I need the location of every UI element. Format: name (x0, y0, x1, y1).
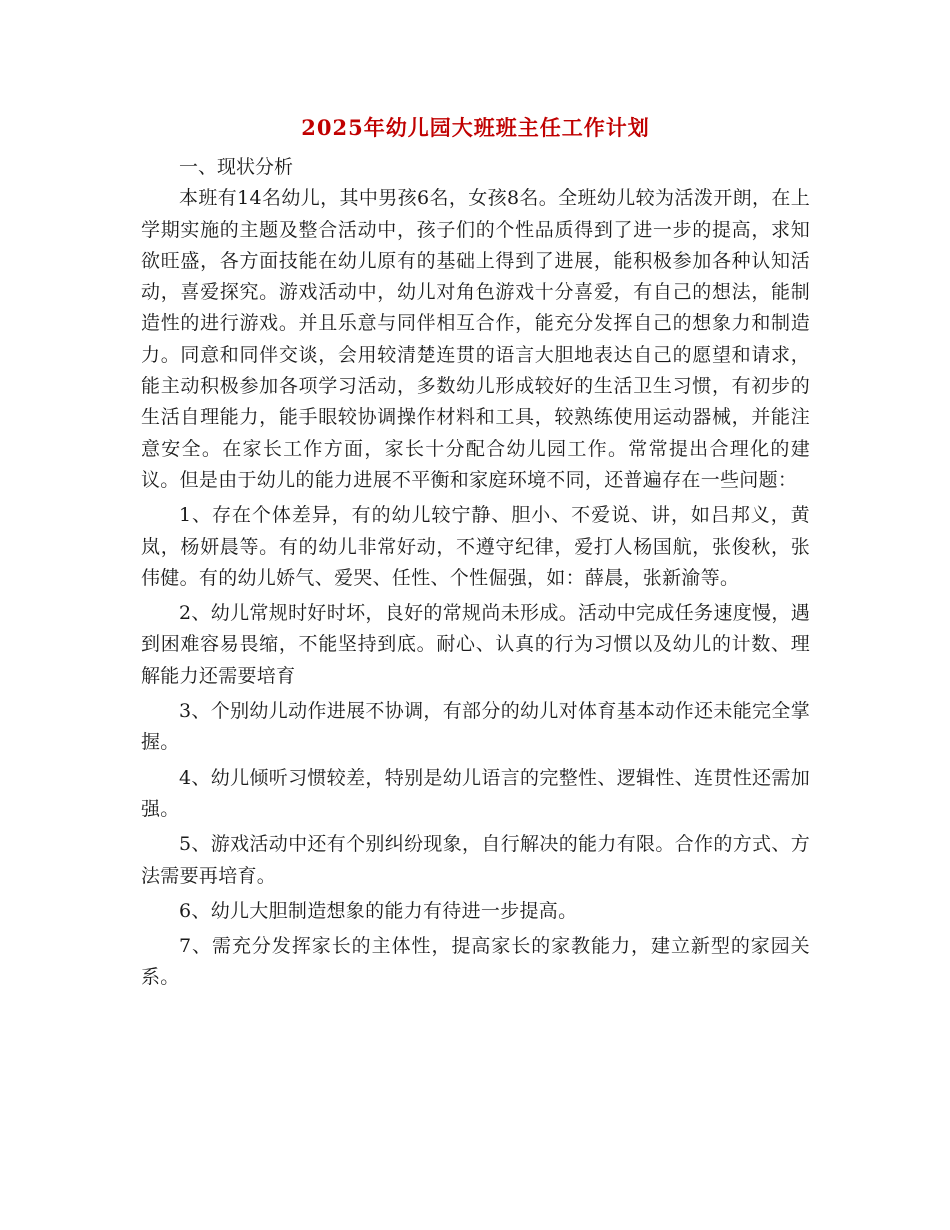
list-item: 4、幼儿倾听习惯较差，特别是幼儿语言的完整性、逻辑性、连贯性还需加强。 (141, 766, 810, 820)
list-item: 2、幼儿常规时好时坏，良好的常规尚未形成。活动中完成任务速度慢，遇到困难容易畏缩，不能坚持到底。耐心、认真的行为习惯以及幼儿的计数、理解能力还需要培育 (141, 602, 810, 687)
list-item: 7、需充分发挥家长的主体性，提高家长的家教能力，建立新型的家园关系。 (141, 935, 810, 989)
document-title: 2025年幼儿园大班班主任工作计划 (301, 115, 650, 140)
section-heading: 一、现状分析 (179, 156, 294, 178)
list-item: 6、幼儿大胆制造想象的能力有待进一步提高。 (179, 899, 578, 922)
intro-paragraph: 本班有14名幼儿，其中男孩6名，女孩8名。全班幼儿较为活泼开朗，在上学期实施的主题及整合活动中，孩子们的个性品质得到了进一步的提高，求知欲旺盛，各方面技能在幼儿原有的基础上得到了进展，能积极参加各种认知活动，喜爱探究。游戏活动中，幼儿对角色游戏十分喜爱，有自己的想法，能制造性的进行游戏。并且乐意与同伴相互合作，能充分发挥自己的想象力和制造力。同意和同伴交谈，会用较清楚连贯的语言大胆地表达自己的愿望和请求，能主动积极参加各项学习活动，多数幼儿形成较好的生活卫生习惯，有初步的生活自理能力，能手眼较协调操作材料和工具，较熟练使用运动器械，并能注意安全。在家长工作方面，家长十分配合幼儿园工作。常常提出合理化的建议。但是由于幼儿的能力进展不平衡和家庭环境不同，还普遍存在一些问题： (141, 187, 810, 491)
list-item: 1、存在个体差异，有的幼儿较宁静、胆小、不爱说、讲，如吕邦义，黄岚，杨妍晨等。有的幼儿非常好动，不遵守纪律，爱打人杨国航，张俊秋，张伟健。有的幼儿娇气、爱哭、任性、个性倔强，如：薛晨，张新渝等。 (141, 504, 810, 589)
list-item: 3、个别幼儿动作进展不协调，有部分的幼儿对体育基本动作还未能完全掌握。 (141, 700, 810, 754)
list-item: 5、游戏活动中还有个别纠纷现象，自行解决的能力有限。合作的方式、方法需要再培育。 (141, 833, 810, 887)
